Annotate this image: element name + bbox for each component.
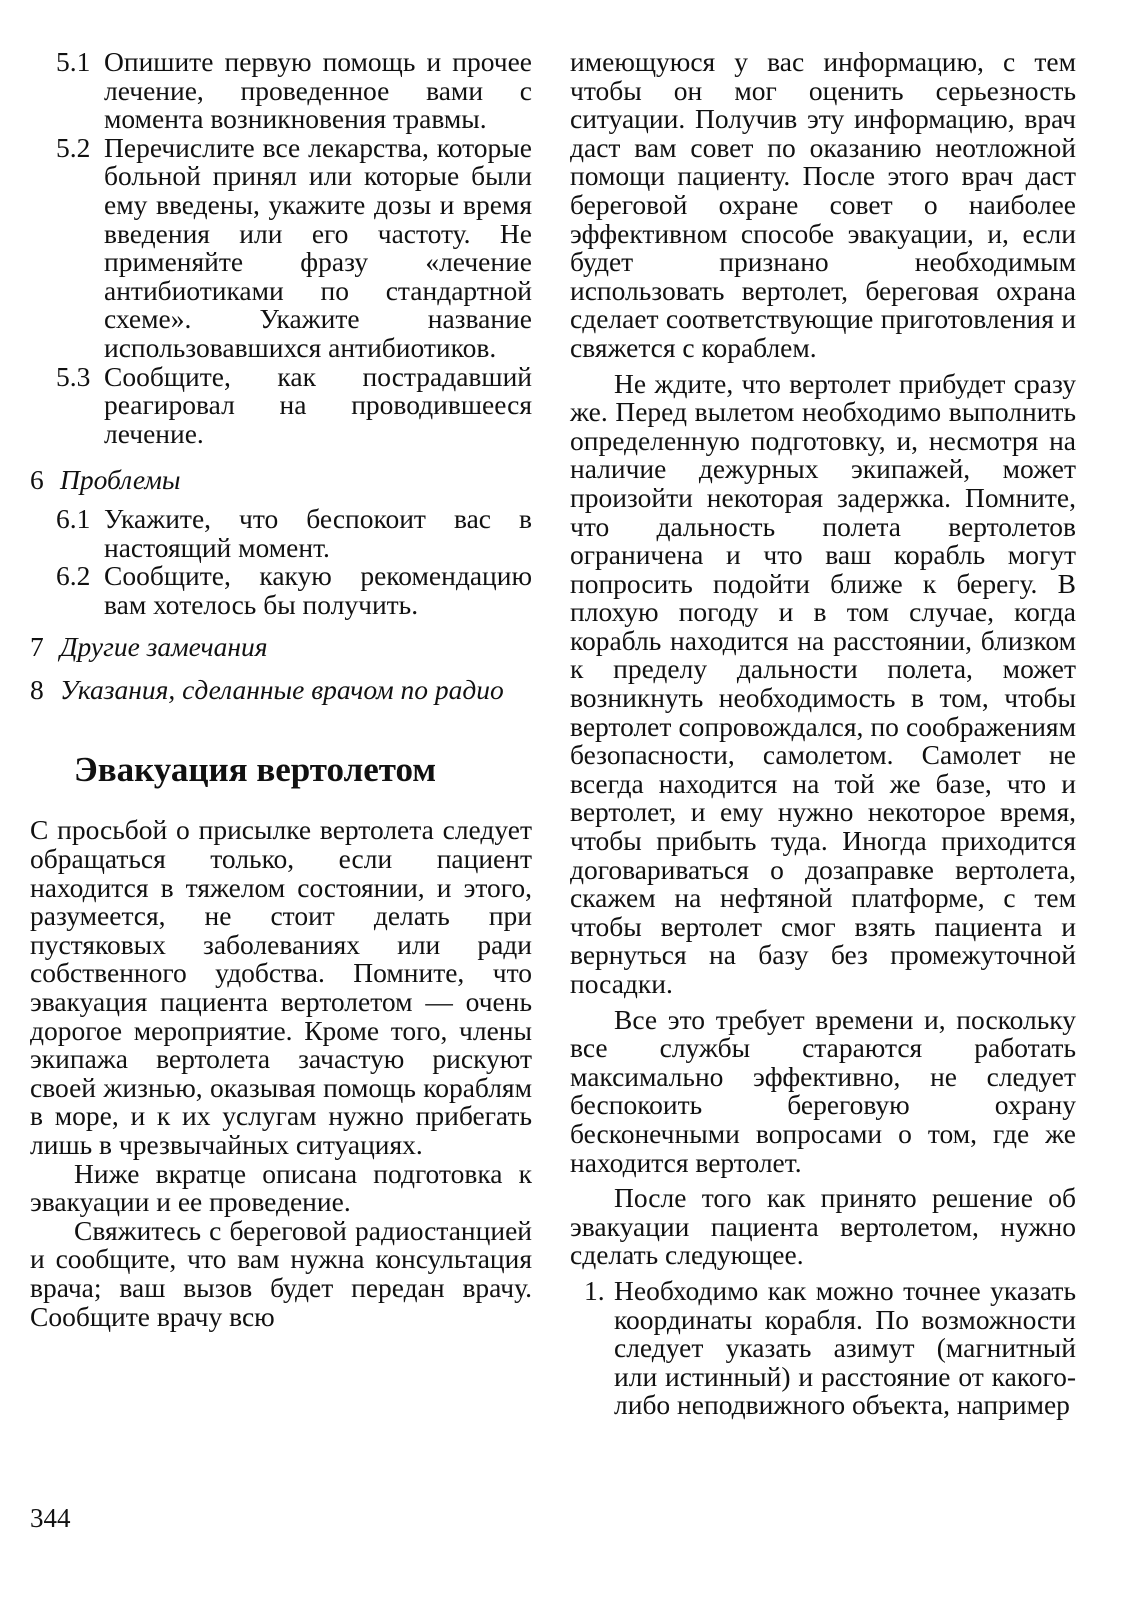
numbered-item-1	[570, 1274, 1076, 1421]
section-heading: Эвакуация вертолетом	[74, 750, 437, 790]
item-text: Опишите первую помощь и прочее лечение, проведенное вами с момента возникновения травмы.	[104, 46, 532, 135]
paragraph: имеющуюся у вас информацию, с тем чтобы он мог оценить серьезность ситуации. Получив эту информацию, врач даст вам совет по оказанию неотложной помощи пациенту. После этого врач даст береговой охране совет о наиболее эффективном способе эвакуации, и, если будет признано необходимым использовать вертолет, береговая охрана сделает соответствующие приготовления и свяжется с кораблем.	[570, 46, 1076, 363]
item-text: Укажите, что беспокоит вас в настоящий момент.	[104, 502, 532, 563]
section-number: 6	[30, 464, 44, 496]
list-item-6-1	[30, 502, 532, 563]
paragraph: Не ждите, что вертолет прибудет сразу же. Перед вылетом необходимо выполнить определенную подготовку, и, несмотря на наличие дежурных экипажей, может произойти некоторая задержка. Помните, что дальность полета вертолетов ограничена и что ваш корабль могут попросить подойти ближе к берегу. В плохую погоду и в том случае, когда корабль находится на расстоянии, близком к пределу дальности полета, может возникнуть необходимость в том, чтобы вертолет сопровождался, по соображениям безопасности, самолетом. Самолет не всегда находится на той же базе, что и вертолет, и ему нужно некоторое время, чтобы прибыть туда. Иногда приходится договариваться о дозаправке вертолета, скажем на нефтяной платформе, с тем чтобы вертолет смог взять пациента и вернуться на базу без промежуточной посадки.	[570, 367, 1076, 999]
section-8-heading	[30, 673, 532, 705]
paragraph: Все это требует времени и, поскольку все службы стараются работать максимально эффективно, не следует беспокоить береговую охрану бесконечными вопросами о том, где же находится вертолет.	[570, 1003, 1076, 1178]
paragraph: Ниже вкратце описана подготовка к эвакуации и ее проведение.	[30, 1157, 532, 1218]
section-title: Другие замечания	[60, 631, 268, 663]
item-number: 6.2	[56, 560, 91, 592]
section-number: 8	[30, 673, 44, 705]
item-text: Перечислите все лекарства, которые больной принял или которые были ему введены, укажите дозы и время введения или его частоту. Не применяйте фразу «лечение антибиотиками по стандартной схеме». Укажите название использовавшихся антибиотиков.	[104, 131, 532, 363]
section-7-heading	[30, 633, 532, 662]
section-title: Проблемы	[60, 464, 181, 496]
item-text: Необходимо как можно точнее указать координаты корабля. По возможности следует указать азимут (магнитный или истинный) и расстояние от какого-либо неподвижного объекта, например	[614, 1274, 1076, 1421]
section-title: Указания, сделанные врачом по радио	[60, 673, 504, 705]
list-item-6-2	[30, 562, 532, 619]
paragraph: После того как принято решение об эвакуации пациента вертолетом, нужно сделать следующее.	[570, 1182, 1076, 1271]
item-number: 5.1	[56, 46, 91, 77]
item-number: 5.2	[56, 131, 91, 163]
item-text: Сообщите, как пострадавший реагировал на проводившееся лечение.	[104, 360, 532, 449]
item-number: 5.3	[56, 360, 91, 392]
page-number: 344	[30, 1503, 71, 1533]
item-number: 1.	[584, 1274, 605, 1306]
section-number: 7	[30, 631, 44, 663]
list-item-5-2	[30, 131, 532, 363]
section-6-heading	[30, 466, 532, 495]
item-number: 6.1	[56, 502, 91, 534]
left-column	[30, 48, 532, 1331]
right-column	[570, 48, 1076, 1420]
list-item-5-1	[30, 48, 532, 134]
item-text: Сообщите, какую рекомендацию вам хотелось бы получить.	[104, 560, 532, 620]
paragraph: Свяжитесь с береговой радиостанцией и сообщите, что вам нужна консультация врача; ваш вызов будет передан врачу. Сообщите врачу всю	[30, 1214, 532, 1332]
paragraph: С просьбой о присылке вертолета следует обращаться только, если пациент находится в тяжелом состоянии, и этого, разумеется, не стоит делать при пустяковых заболеваниях или ради собственного удобства. Помните, что эвакуация пациента вертолетом — очень дорогое мероприятие. Кроме того, члены экипажа вертолета зачастую рискуют своей жизнью, оказывая помощь кораблям в море, и к их услугам нужно прибегать лишь в чрезвычайных ситуациях.	[30, 814, 532, 1160]
list-item-5-3	[30, 360, 532, 449]
